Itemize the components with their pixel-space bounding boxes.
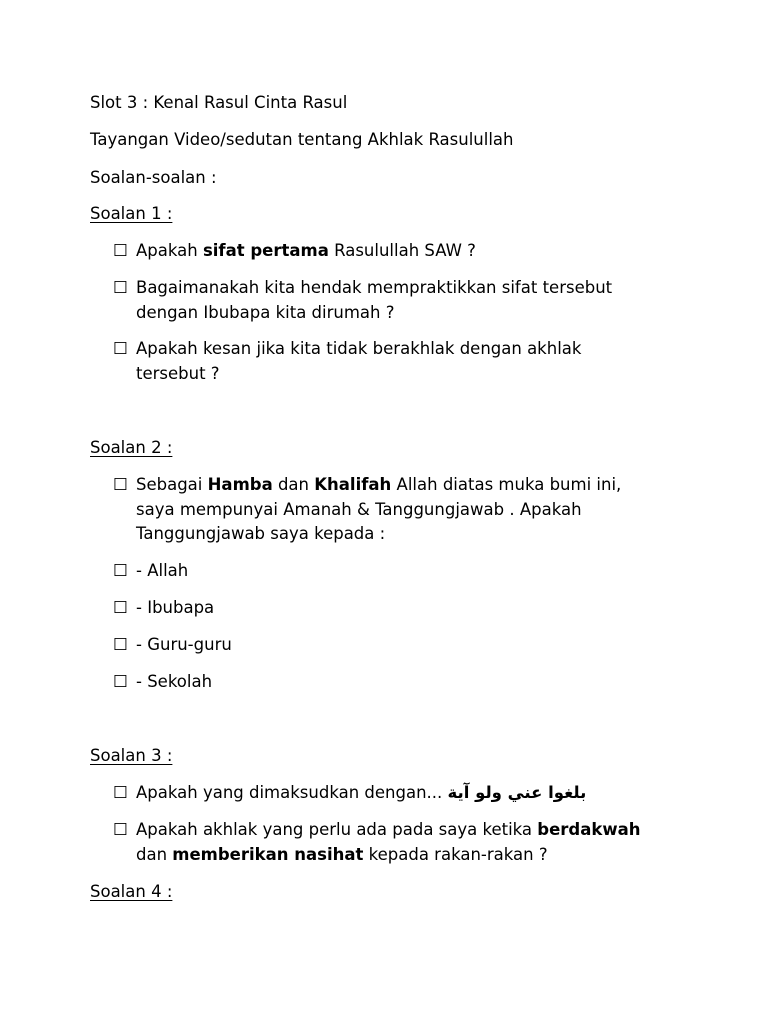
checkbox-icon: ☐: [113, 672, 128, 691]
soalan-2-option-guru: ☐ - Guru-guru: [113, 633, 673, 658]
soalan-1-question-2: ☐ Bagaimanakah kita hendak mempraktikkan sifat tersebut dengan Ibubapa kita dirumah ?: [113, 278, 613, 322]
slot-title: Slot 3 : Kenal Rasul Cinta Rasul: [90, 93, 348, 112]
soalan-2-question-1: ☐ Sebagai Hamba dan Khalifah Allah diatas muka bumi ini, saya mempunyai Amanah & Tanggungjawab . Apakah Tanggungjawab saya kepada :: [113, 475, 622, 543]
soalan-2-heading: Soalan 2 :: [90, 438, 173, 457]
checkbox-icon: ☐: [113, 598, 128, 617]
soalan-1-question-3: ☐ Apakah kesan jika kita tidak berakhlak dengan akhlak tersebut ?: [113, 339, 582, 383]
soalan-3-question-1: ☐ Apakah yang dimaksudkan dengan... بلغوا عني ولو آية: [113, 781, 673, 806]
checkbox-icon: ☐: [113, 475, 128, 494]
tayangan-line: Tayangan Video/sedutan tentang Akhlak Rasulullah: [90, 130, 514, 149]
soalan-2-option-ibubapa: ☐ - Ibubapa: [113, 596, 673, 621]
soalan-4-heading: Soalan 4 :: [90, 882, 173, 901]
soalan-1-heading: Soalan 1 :: [90, 204, 173, 223]
checkbox-icon: ☐: [113, 635, 128, 654]
checkbox-icon: ☐: [113, 241, 128, 260]
checkbox-icon: ☐: [113, 783, 128, 802]
checkbox-icon: ☐: [113, 561, 128, 580]
checkbox-icon: ☐: [113, 820, 128, 839]
soalan-3-question-2: ☐ Apakah akhlak yang perlu ada pada saya ketika berdakwah dan memberikan nasihat kepada rakan-rakan ?: [113, 820, 641, 864]
soalan-2-option-sekolah: ☐ - Sekolah: [113, 670, 673, 695]
soalan-2-option-allah: ☐ - Allah: [113, 559, 673, 584]
checkbox-icon: ☐: [113, 278, 128, 297]
checkbox-icon: ☐: [113, 339, 128, 358]
arabic-phrase: بلغوا عني ولو آية: [447, 783, 587, 802]
soalan-1-question-1: ☐ Apakah sifat pertama Rasulullah SAW ?: [113, 239, 673, 264]
soalan-soalan-label: Soalan-soalan :: [90, 168, 217, 187]
soalan-3-heading: Soalan 3 :: [90, 746, 173, 765]
